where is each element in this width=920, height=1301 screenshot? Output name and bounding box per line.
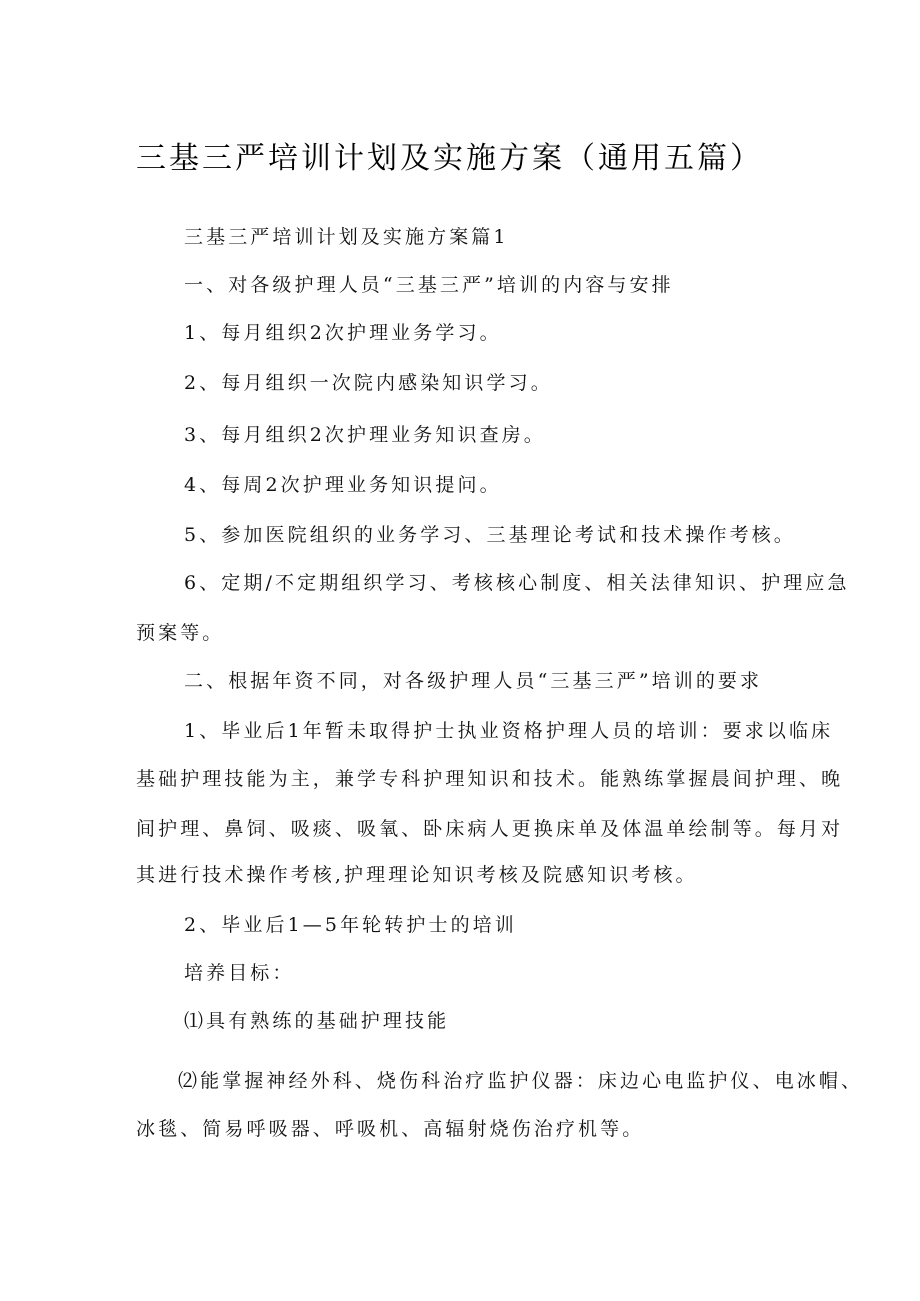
part1-item-3: 3、每月组织2次护理业务知识查房。 [184,424,546,446]
part1-item-5: 5、参加医院组织的业务学习、三基理论考试和技术操作考核。 [184,524,796,546]
goal-label: 培养目标： [184,962,295,984]
document-title: 三基三严培训计划及实施方案（通用五篇） [136,141,763,176]
part1-item-4: 4、每周2次护理业务知识提问。 [184,474,502,496]
part2-p2: 2、毕业后1—5年轮转护士的培训 [184,914,517,936]
part1-heading: 一、对各级护理人员“三基三严”培训的内容与安排 [184,274,674,296]
part1-item-6-line2: 预案等。 [136,622,225,644]
part1-item-2: 2、每月组织一次院内感染知识学习。 [184,372,553,394]
goal-item-1: ⑴具有熟练的基础护理技能 [184,1010,450,1032]
part2-p1-line2: 基础护理技能为主，兼学专科护理知识和技术。能熟练掌握晨间护理、晚 [136,768,844,790]
part1-item-1: 1、每月组织2次护理业务学习。 [184,322,502,344]
part1-item-6-line1: 6、定期/不定期组织学习、考核核心制度、相关法律知识、护理应急 [184,572,850,594]
part2-heading: 二、根据年资不同，对各级护理人员“三基三严”培训的要求 [184,670,763,692]
part2-p1-line4: 其进行技术操作考核,护理理论知识考核及院感知识考核。 [136,864,698,886]
goal-item-2-line1: ⑵能掌握神经外科、烧伤科治疗监护仪器：床边心电监护仪、电冰帽、 [178,1070,864,1092]
part2-p1-line1: 1、毕业后1年暂未取得护士执业资格护理人员的培训：要求以临床 [184,720,834,742]
part2-p1-line3: 间护理、鼻饲、吸痰、吸氧、卧床病人更换床单及体温单绘制等。每月对 [136,818,844,840]
goal-item-2-line2: 冰毯、简易呼吸器、呼吸机、高辐射烧伤治疗机等。 [136,1118,645,1140]
section-heading: 三基三严培训计划及实施方案篇1 [184,226,509,248]
